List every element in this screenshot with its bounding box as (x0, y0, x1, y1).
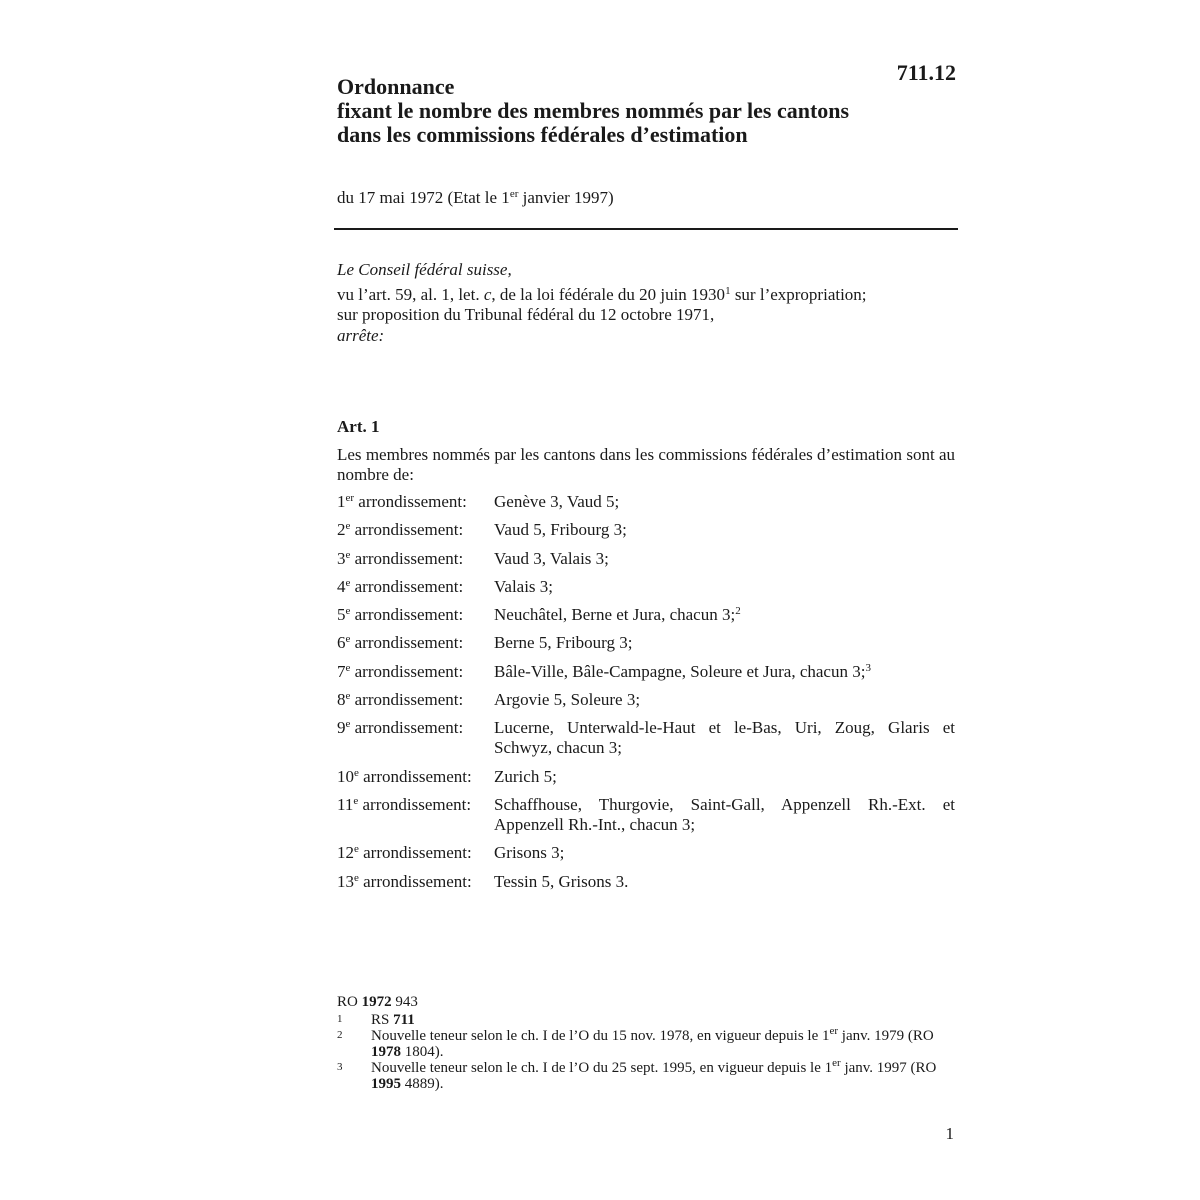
sr-number: 711.12 (896, 60, 956, 85)
date-text: du 17 mai 1972 (Etat le 1 (337, 188, 510, 207)
preamble (337, 260, 957, 346)
arrondissement-ordinal: er (345, 492, 355, 504)
arrondissement-row (337, 767, 955, 787)
decree-text: arrête: (337, 325, 385, 345)
arrondissement-ordinal: e (345, 520, 351, 533)
issuer-text: Le Conseil fédéral suisse, (337, 260, 512, 279)
legal-basis-subject: sur l’expropriation; (730, 284, 867, 304)
arrondissement-word: arrondissement: (350, 605, 464, 625)
arrondissement-word: arrondissement: (350, 633, 464, 653)
arrondissement-members (494, 520, 955, 540)
footnote-bold: 711 (393, 1012, 415, 1028)
arrondissement-ordinal: e (354, 843, 359, 856)
arrondissement-members (494, 633, 955, 653)
arrondissement-ordinal: e (345, 718, 351, 731)
arrondissement-row (337, 577, 955, 597)
footnote-text (371, 1057, 957, 1092)
article-heading: Art. 1 (337, 417, 380, 436)
ro-page: 943 (391, 994, 418, 1010)
arrondissement-label (337, 872, 494, 892)
arrondissement-label (337, 767, 494, 787)
arrondissement-members (494, 872, 955, 892)
arrondissement-number: 11 (337, 794, 354, 814)
arrondissement-cantons: Schaffhouse, Thurgovie, Saint-Gall, Appenzell Rh.-Ext. et Appenzell Rh.-Int., chacun 3; (494, 794, 955, 834)
arrondissement-word: arrondissement: (358, 794, 472, 814)
legal-basis-letter: c (483, 284, 492, 304)
arrondissement-ordinal: e (354, 766, 359, 779)
arrondissement-label (337, 690, 494, 710)
arrondissement-label (337, 605, 494, 625)
arrondissement-word: arrondissement: (350, 661, 464, 681)
arrondissement-number: 8 (337, 690, 346, 710)
arrondissement-members (494, 795, 955, 835)
arrondissement-number: 2 (337, 520, 346, 540)
arrondissement-members (494, 577, 955, 597)
arrondissement-cantons: Vaud 5, Fribourg 3; (494, 520, 627, 540)
arrondissement-word: arrondissement: (350, 718, 464, 738)
footnote-item (337, 1025, 957, 1060)
ro-year: 1972 (361, 994, 392, 1010)
footnote-text-start: Nouvelle teneur selon le ch. I de l’O du 25 sept. 1995, en vigueur depuis le 1 (371, 1060, 833, 1076)
arrondissement-ordinal: e (345, 576, 351, 589)
arrondissement-row (337, 633, 955, 653)
document-title (337, 75, 937, 147)
title-line-3: dans les commissions fédérales d’estimation (337, 122, 748, 147)
legal-basis-law: , de la loi fédérale du 20 juin 1930 (491, 284, 726, 304)
arrondissement-cantons: Valais 3; (494, 576, 554, 596)
arrondissement-number: 5 (337, 605, 346, 625)
legal-basis-text: vu l’art. 59, al. 1, let. (337, 284, 484, 304)
footnote-ro-page: 1804). (401, 1044, 444, 1060)
arrondissement-cantons: Argovie 5, Soleure 3; (494, 690, 641, 710)
arrondissement-cantons: Grisons 3; (494, 843, 565, 863)
arrondissement-row (337, 492, 955, 512)
arrondissement-row (337, 549, 955, 569)
arrondissement-label (337, 718, 494, 758)
arrondissement-members (494, 767, 955, 787)
footnote-ref[interactable]: 2 (735, 605, 741, 618)
arrondissement-word: arrondissement: (358, 766, 472, 786)
footnote-item (337, 1057, 957, 1092)
legal-basis (337, 285, 957, 306)
arrondissement-label (337, 633, 494, 653)
arrondissement-label (337, 549, 494, 569)
footnote-number: 3 (337, 1061, 343, 1073)
arrondissement-row (337, 718, 955, 758)
arrondissement-row (337, 843, 955, 863)
arrondissement-cantons: Neuchâtel, Berne et Jura, chacun 3; (494, 605, 736, 625)
arrondissement-word: arrondissement: (350, 690, 464, 710)
arrondissement-number: 1 (337, 492, 346, 511)
ro-prefix: RO (337, 994, 362, 1010)
horizontal-rule (334, 228, 958, 230)
arrondissement-cantons: Tessin 5, Grisons 3. (494, 871, 629, 891)
page-number: 1 (945, 1124, 954, 1143)
footnote-text-end: janv. 1997 (RO (840, 1060, 937, 1076)
footnote-text-start: RS (371, 1012, 394, 1028)
footnote-text (371, 1025, 957, 1060)
arrondissement-label (337, 577, 494, 597)
footnote-ref[interactable]: 3 (865, 661, 871, 674)
ro-reference (337, 994, 957, 1010)
arrondissement-word: arrondissement: (358, 843, 472, 863)
arrondissement-row (337, 662, 955, 682)
arrondissement-row (337, 690, 955, 710)
footnote-item (337, 1012, 957, 1028)
arrondissement-ordinal: e (354, 871, 359, 884)
arrondissement-word: arrondissement: (350, 548, 464, 568)
arrondissement-number: 10 (337, 766, 354, 786)
footnote-ro-year: 1995 (371, 1076, 401, 1092)
arrondissement-members (494, 690, 955, 710)
arrondissement-number: 7 (337, 661, 346, 681)
footnote-ref-1[interactable]: 1 (725, 284, 731, 297)
proposal: sur proposition du Tribunal fédéral du 12 octobre 1971, (337, 305, 715, 324)
arrondissement-word: arrondissement: (358, 871, 472, 891)
date-superscript: er (509, 188, 519, 200)
title-line-2: fixant le nombre des membres nommés par les cantons (337, 98, 850, 123)
arrondissement-row (337, 520, 955, 540)
footnote-superscript: er (829, 1025, 839, 1037)
arrondissement-number: 13 (337, 871, 354, 891)
footnote-list (337, 1012, 957, 1092)
arrondissement-members (494, 843, 955, 863)
date-status-line (337, 188, 614, 208)
arrondissement-members (494, 605, 955, 625)
arrondissement-label (337, 662, 494, 682)
footnote-text-start: Nouvelle teneur selon le ch. I de l’O du 15 nov. 1978, en vigueur depuis le 1 (371, 1028, 830, 1044)
arrondissement-cantons: Lucerne, Unterwald-le-Haut et le-Bas, Uri, Zoug, Glaris et Schwyz, chacun 3; (494, 718, 955, 758)
arrondissement-word: arrondissement: (354, 492, 467, 511)
arrondissement-cantons: Berne 5, Fribourg 3; (494, 633, 633, 653)
arrondissement-label (337, 795, 494, 835)
arrondissement-cantons: Zurich 5; (494, 766, 557, 786)
footnotes (337, 994, 957, 1092)
arrondissement-number: 4 (337, 576, 346, 596)
footnote-ro-year: 1978 (371, 1044, 401, 1060)
arrondissement-number: 3 (337, 548, 346, 568)
arrondissement-number: 12 (337, 843, 354, 863)
footnote-number: 1 (337, 1013, 343, 1025)
arrondissement-list (337, 492, 955, 900)
arrondissement-row (337, 795, 955, 835)
title-line-1: Ordonnance (337, 74, 455, 99)
issuer (337, 260, 957, 281)
arrondissement-cantons: Genève 3, Vaud 5; (494, 492, 620, 511)
footnote-text-end: janv. 1979 (RO (838, 1028, 934, 1044)
arrondissement-ordinal: e (345, 690, 351, 703)
arrondissement-cantons: Vaud 3, Valais 3; (494, 548, 609, 568)
footnote-text (371, 1012, 957, 1028)
arrondissement-cantons: Bâle-Ville, Bâle-Campagne, Soleure et Jura, chacun 3; (494, 661, 866, 681)
arrondissement-members (494, 492, 955, 512)
arrondissement-number: 9 (337, 718, 346, 738)
arrondissement-row (337, 872, 955, 892)
arrondissement-ordinal: e (345, 605, 351, 618)
arrondissement-label (337, 843, 494, 863)
arrondissement-label (337, 520, 494, 540)
arrondissement-members (494, 718, 955, 758)
arrondissement-members (494, 549, 955, 569)
arrondissement-number: 6 (337, 633, 346, 653)
arrondissement-label (337, 492, 494, 512)
decree (337, 326, 957, 347)
footnote-number: 2 (337, 1029, 343, 1041)
footnote-superscript: er (832, 1057, 841, 1069)
arrondissement-row (337, 605, 955, 625)
arrondissement-word: arrondissement: (350, 520, 464, 540)
date-text-end: janvier 1997) (518, 188, 614, 207)
arrondissement-members (494, 662, 955, 682)
arrondissement-ordinal: e (345, 548, 351, 561)
footnote-ro-page: 4889). (401, 1076, 444, 1092)
article-intro: Les membres nommés par les cantons dans les commissions fédérales d’estimation sont au nombre de: (337, 445, 955, 484)
arrondissement-ordinal: e (345, 633, 351, 646)
arrondissement-word: arrondissement: (350, 576, 464, 596)
arrondissement-ordinal: e (353, 794, 359, 807)
arrondissement-ordinal: e (345, 661, 351, 674)
